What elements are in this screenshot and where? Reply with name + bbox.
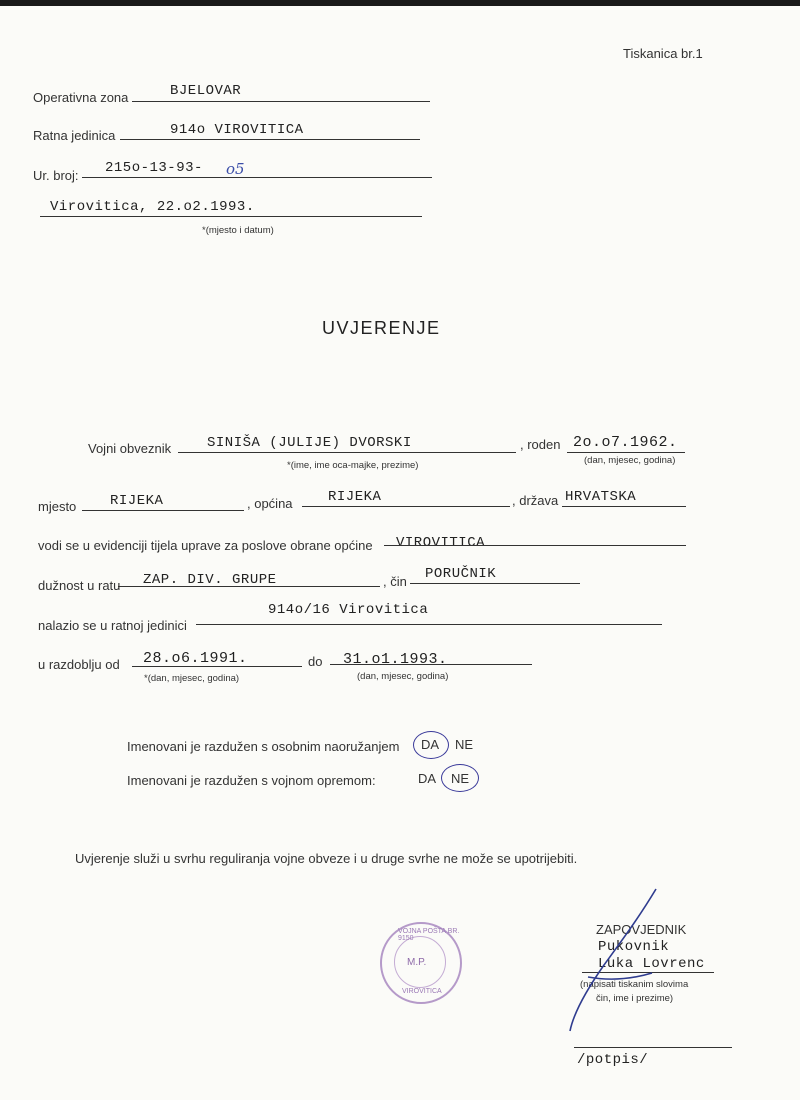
place-line — [82, 510, 244, 511]
born-value: 2o.o7.1962. — [573, 434, 678, 451]
weapons-label: Imenovani je razdužen s osobnim naoružanjem — [127, 739, 400, 754]
municipality-line — [302, 506, 510, 507]
weapons-yes: DA — [421, 737, 440, 752]
signature-caption-2: čin, ime i prezime) — [596, 993, 674, 1004]
duty-value: ZAP. DIV. GRUPE — [143, 572, 277, 588]
signature-line — [574, 1047, 732, 1048]
unit-line — [120, 139, 420, 140]
records-label: vodi se u evidenciji tijela uprave za poslove obrane općine — [38, 538, 373, 553]
duty-line — [118, 586, 380, 587]
stamp-bottom-text: VIROVITICA — [402, 988, 442, 995]
period-label: u razdoblju od — [38, 657, 120, 672]
country-value: HRVATSKA — [565, 489, 637, 505]
place-date-caption: *(mjesto i datum) — [202, 225, 274, 236]
unit-label: Ratna jedinica — [33, 128, 116, 143]
ref-line — [82, 177, 432, 178]
zone-value: BJELOVAR — [170, 83, 242, 99]
municipality-value: RIJEKA — [328, 489, 382, 505]
scan-top-border — [0, 0, 800, 6]
signature-rank: Pukovnik — [598, 939, 670, 955]
weapons-no: NE — [455, 737, 474, 752]
unit-value: 914o VIROVITICA — [170, 122, 304, 138]
unit-row-value: 914o/16 Virovitica — [268, 602, 429, 618]
place-value: RIJEKA — [110, 493, 164, 509]
municipality-label: , općina — [247, 496, 293, 511]
period-from: 28.o6.1991. — [143, 650, 248, 667]
purpose-note: Uvjerenje služi u svrhu reguliranja vojne obveze i u druge svrhe ne može se upotrijebiti. — [75, 851, 578, 866]
equipment-yes: DA — [418, 771, 437, 786]
zone-label: Operativna zona — [33, 90, 129, 105]
signature-signed: /potpis/ — [577, 1052, 649, 1068]
place-date-line — [40, 216, 422, 217]
official-stamp — [380, 922, 462, 1004]
born-line — [567, 452, 685, 453]
place-label: mjesto — [38, 499, 77, 514]
zone-line — [132, 101, 430, 102]
stamp-mp: M.P. — [407, 957, 427, 968]
country-label: , država — [512, 493, 559, 508]
rank-label: , čin — [383, 574, 407, 589]
born-label: , roden — [520, 437, 561, 452]
place-date-value: Virovitica, 22.o2.1993. — [50, 199, 255, 215]
equipment-no-circle — [441, 764, 479, 792]
conscript-line — [178, 452, 516, 453]
document-title: UVJERENJE — [322, 318, 441, 338]
rank-value: PORUČNIK — [425, 566, 497, 582]
weapons-yes-circle — [413, 731, 449, 759]
duty-label: dužnost u ratu — [38, 578, 121, 593]
records-value: VIROVITICA — [396, 535, 486, 551]
signature-caption-1: (napisati tiskanim slovima — [580, 979, 689, 990]
conscript-value: SINIŠA (JULIJE) DVORSKI — [207, 435, 412, 451]
period-to: 31.o1.1993. — [343, 651, 448, 668]
ref-value: 215o-13-93- — [105, 160, 203, 176]
unit-row-label: nalazio se u ratnoj jedinici — [38, 618, 187, 633]
conscript-caption: *(ime, ime oca-majke, prezime) — [287, 460, 419, 471]
period-to-caption: (dan, mjesec, godina) — [357, 671, 449, 682]
ref-handwritten: o5 — [226, 160, 245, 178]
signature-name: Luka Lovrenc — [598, 956, 705, 972]
ref-label: Ur. broj: — [33, 168, 79, 183]
rank-line — [410, 583, 580, 584]
country-line — [562, 506, 686, 507]
signature-title: ZAPOVJEDNIK — [596, 922, 687, 937]
period-to-label: do — [308, 654, 323, 669]
unit-row-line — [196, 624, 662, 625]
born-caption: (dan, mjesec, godina) — [584, 455, 676, 466]
period-from-caption: *(dan, mjesec, godina) — [144, 673, 240, 684]
equipment-no: NE — [451, 771, 470, 786]
equipment-label: Imenovani je razdužen s vojnom opremom: — [127, 773, 376, 788]
period-from-line — [132, 666, 302, 667]
records-line — [384, 545, 686, 546]
conscript-label: Vojni obveznik — [88, 441, 172, 456]
handwritten-signature — [560, 885, 680, 1035]
period-to-line — [330, 664, 532, 665]
stamp-top-text: VOJNA POŠTA BR. 9150 — [398, 928, 460, 942]
form-number: Tiskanica br.1 — [623, 46, 703, 61]
